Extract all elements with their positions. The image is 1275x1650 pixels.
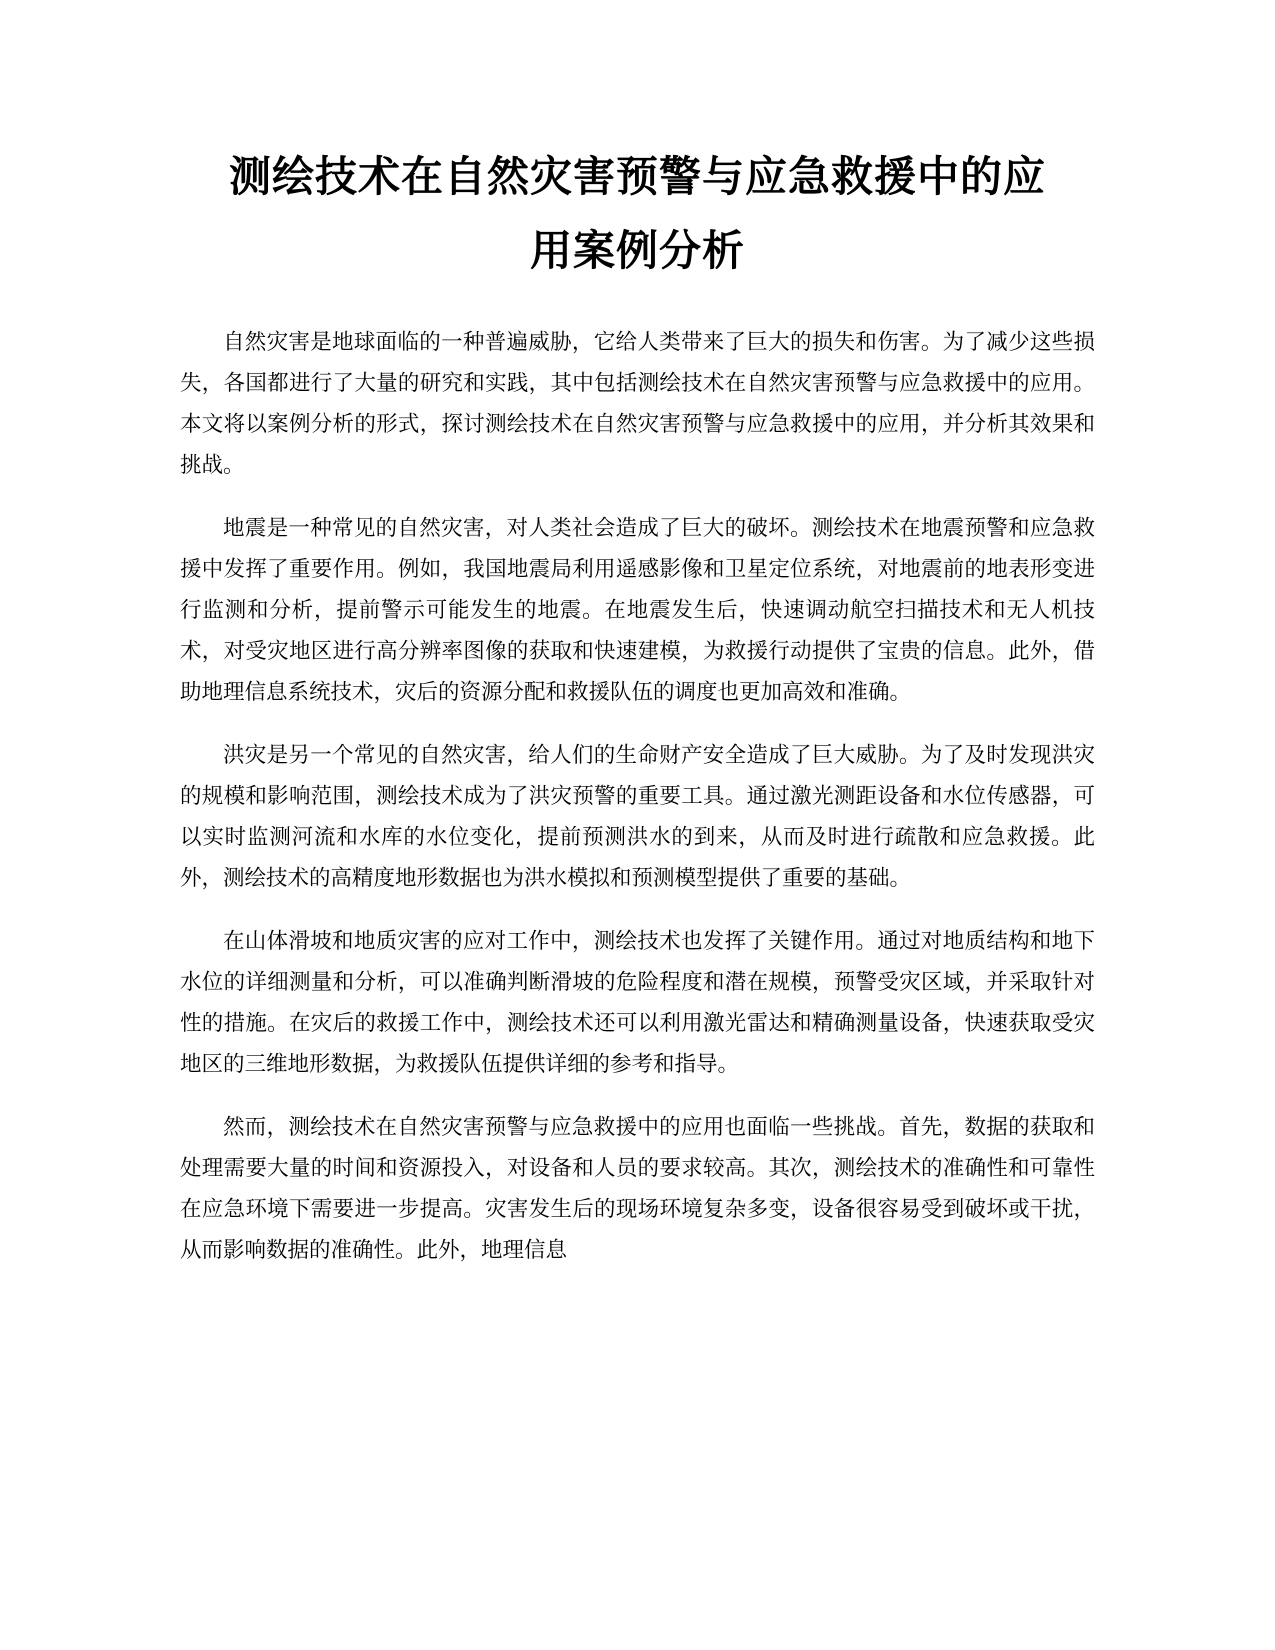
title-line-1: 测绘技术在自然灾害预警与应急救援中的应	[228, 152, 1046, 201]
paragraph-intro: 自然灾害是地球面临的一种普遍威胁，它给人类带来了巨大的损失和伤害。为了减少这些损失，各国都进行了大量的研究和实践，其中包括测绘技术在自然灾害预警与应急救援中的应用。本文将以案例分析的形式，探讨测绘技术在自然灾害预警与应急救援中的应用，并分析其效果和挑战。	[180, 330, 1095, 478]
paragraph-earthquake: 地震是一种常见的自然灾害，对人类社会造成了巨大的破坏。测绘技术在地震预警和应急救援中发挥了重要作用。例如，我国地震局利用遥感影像和卫星定位系统，对地震前的地表形变进行监测和分析，提前警示可能发生的地震。在地震发生后，快速调动航空扫描技术和无人机技术，对受灾地区进行高分辨率图像的获取和快速建模，为救援行动提供了宝贵的信息。此外，借助地理信息系统技术，灾后的资源分配和救援队伍的调度也更加高效和准确。	[180, 516, 1095, 705]
title-line-2: 用案例分析	[529, 226, 745, 275]
page-title	[180, 140, 1095, 288]
paragraph-landslide: 在山体滑坡和地质灾害的应对工作中，测绘技术也发挥了关键作用。通过对地质结构和地下水位的详细测量和分析，可以准确判断滑坡的危险程度和潜在规模，预警受灾区域，并采取针对性的措施。在灾后的救援工作中，测绘技术还可以利用激光雷达和精确测量设备，快速获取受灾地区的三维地形数据，为救援队伍提供详细的参考和指导。	[180, 929, 1095, 1077]
paragraph-flood: 洪灾是另一个常见的自然灾害，给人们的生命财产安全造成了巨大威胁。为了及时发现洪灾的规模和影响范围，测绘技术成为了洪灾预警的重要工具。通过激光测距设备和水位传感器，可以实时监测河流和水库的水位变化，提前预测洪水的到来，从而及时进行疏散和应急救援。此外，测绘技术的高精度地形数据也为洪水模拟和预测模型提供了重要的基础。	[180, 743, 1095, 891]
document-body	[180, 322, 1095, 1293]
paragraph-challenges: 然而，测绘技术在自然灾害预警与应急救援中的应用也面临一些挑战。首先，数据的获取和处理需要大量的时间和资源投入，对设备和人员的要求较高。其次，测绘技术的准确性和可靠性在应急环境下需要进一步提高。灾害发生后的现场环境复杂多变，设备很容易受到破坏或干扰，从而影响数据的准确性。此外，地理信息	[180, 1115, 1095, 1263]
